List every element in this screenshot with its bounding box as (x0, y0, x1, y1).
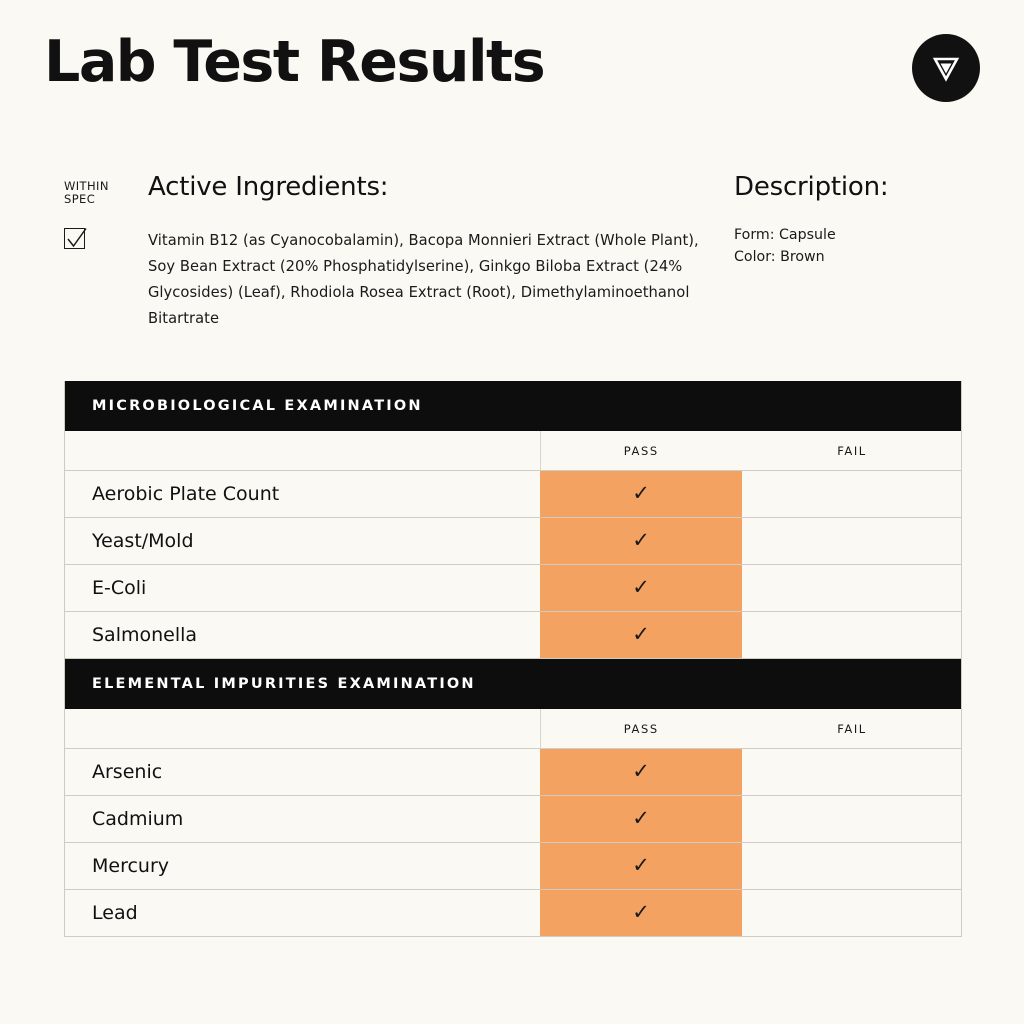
active-ingredients-text: Vitamin B12 (as Cyanocobalamin), Bacopa Monnieri Extract (Whole Plant), Soy Bean Extract (20% Phosphatidylserine), Ginkgo Biloba Extract (24% Glycosides) (Leaf), Rhodiola Rosea Extract (Root), Dimethylaminoethanol Bitartrate (148, 232, 699, 327)
column-header-fail: FAIL (742, 431, 962, 471)
description-block (734, 172, 964, 268)
table-right-border (961, 381, 962, 937)
within-spec-label-line1: WITHIN (64, 179, 109, 193)
description-form: Form: Capsule (734, 227, 836, 243)
page-header (44, 29, 980, 114)
section-title: ELEMENTAL IMPURITIES EXAMINATION (64, 659, 962, 710)
active-ingredients-block (148, 172, 718, 332)
test-name: E-Coli (64, 565, 540, 612)
table-row (64, 796, 962, 843)
within-spec-block (64, 180, 144, 249)
check-icon: ✓ (632, 759, 650, 783)
fail-cell (742, 796, 962, 843)
check-icon: ✓ (632, 806, 650, 830)
fail-cell (742, 843, 962, 890)
page-title: Lab Test Results (44, 29, 545, 95)
test-name: Mercury (64, 843, 540, 890)
test-name: Salmonella (64, 612, 540, 659)
check-icon: ✓ (632, 622, 650, 646)
column-header-pass: PASS (540, 709, 742, 749)
check-icon: ✓ (632, 900, 650, 924)
within-spec-checkbox[interactable] (64, 228, 85, 249)
triangle-emblem-logo (912, 34, 980, 102)
check-icon: ✓ (632, 575, 650, 599)
column-header-blank (64, 431, 540, 471)
check-icon: ✓ (632, 853, 650, 877)
column-header-row (64, 709, 962, 749)
test-name: Arsenic (64, 749, 540, 796)
test-name: Aerobic Plate Count (64, 471, 540, 518)
table-row (64, 612, 962, 659)
pass-cell (540, 518, 742, 565)
column-header-row (64, 431, 962, 471)
test-name: Yeast/Mold (64, 518, 540, 565)
column-header-blank (64, 709, 540, 749)
lab-results-table (64, 381, 962, 937)
fail-cell (742, 471, 962, 518)
info-band (64, 172, 964, 352)
check-icon: ✓ (632, 528, 650, 552)
check-icon (66, 227, 88, 251)
fail-cell (742, 749, 962, 796)
active-ingredients-heading: Active Ingredients: (148, 172, 389, 202)
pass-cell (540, 471, 742, 518)
check-icon: ✓ (632, 481, 650, 505)
section-title: MICROBIOLOGICAL EXAMINATION (64, 381, 962, 431)
table-left-border (64, 381, 65, 937)
table-row (64, 843, 962, 890)
pass-cell (540, 565, 742, 612)
table-row (64, 890, 962, 937)
column-header-fail: FAIL (742, 709, 962, 749)
column-header-pass: PASS (540, 431, 742, 471)
description-color: Color: Brown (734, 249, 825, 265)
fail-cell (742, 518, 962, 565)
fail-cell (742, 890, 962, 937)
section-header-row (64, 381, 962, 431)
fail-cell (742, 612, 962, 659)
pass-cell (540, 890, 742, 937)
results-table (64, 381, 962, 937)
table-row (64, 749, 962, 796)
test-name: Lead (64, 890, 540, 937)
table-row (64, 518, 962, 565)
within-spec-label-line2: SPEC (64, 192, 96, 206)
section-header-row (64, 659, 962, 710)
pass-cell (540, 796, 742, 843)
test-name: Cadmium (64, 796, 540, 843)
pass-cell (540, 843, 742, 890)
pass-cell (540, 612, 742, 659)
description-heading: Description: (734, 172, 889, 202)
fail-cell (742, 565, 962, 612)
table-row (64, 471, 962, 518)
pass-cell (540, 749, 742, 796)
table-row (64, 565, 962, 612)
